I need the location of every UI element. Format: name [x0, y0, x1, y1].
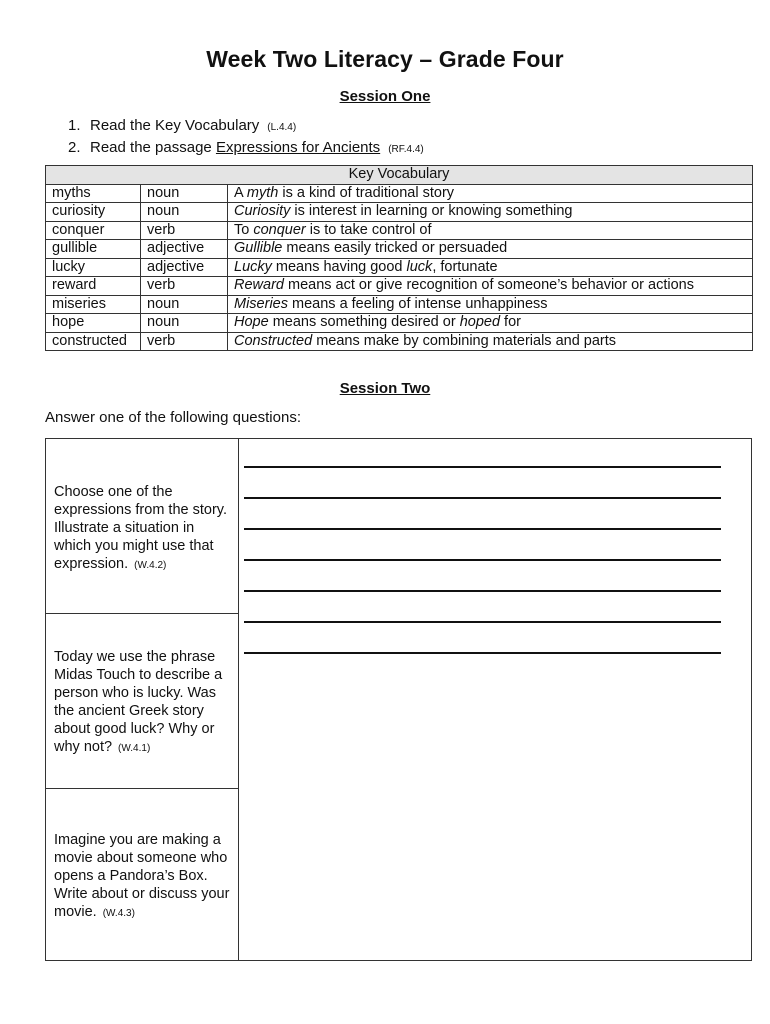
step-2: 2. Read the passage Expressions for Ancients (RF.4.4) [68, 139, 424, 156]
vocab-word: myths [46, 184, 141, 203]
step-2-standard: (RF.4.4) [388, 144, 424, 155]
vocab-word: curiosity [46, 203, 141, 222]
vocab-definition: Miseries means a feeling of intense unhappiness [228, 295, 753, 314]
vocab-part-of-speech: verb [141, 332, 228, 351]
vocab-part-of-speech: verb [141, 221, 228, 240]
vocab-row-miseries [46, 295, 753, 314]
step-1-standard: (L.4.4) [267, 122, 297, 133]
page-title: Week Two Literacy – Grade Four [206, 46, 564, 72]
step-2-text: Read the passage [90, 139, 216, 156]
vocab-word: conquer [46, 221, 141, 240]
vocab-definition: Gullible means easily tricked or persuaded [228, 240, 753, 259]
vocab-row-myths [46, 184, 753, 203]
vocab-definition: A myth is a kind of traditional story [228, 184, 753, 203]
answer-line[interactable] [244, 590, 721, 592]
vocab-word: miseries [46, 295, 141, 314]
vocab-definition: Hope means something desired or hoped for [228, 314, 753, 333]
vocab-part-of-speech: verb [141, 277, 228, 296]
vocab-word: reward [46, 277, 141, 296]
vocab-part-of-speech: noun [141, 203, 228, 222]
vocab-row-curiosity [46, 203, 753, 222]
session-one-heading: Session One [339, 88, 431, 105]
vocab-definition: Constructed means make by combining materials and parts [228, 332, 753, 351]
answer-line[interactable] [244, 621, 721, 623]
vocab-row-gullible [46, 240, 753, 259]
session-two-instruction: Answer one of the following questions: [45, 409, 301, 426]
question-3-standard: (W.4.3) [102, 908, 135, 919]
session-one-steps [68, 116, 424, 160]
vocab-definition: Reward means act or give recognition of someone’s behavior or actions [228, 277, 753, 296]
vocab-definition: Curiosity is interest in learning or knowing something [228, 203, 753, 222]
vocab-definition: To conquer is to take control of [228, 221, 753, 240]
answer-line[interactable] [244, 497, 721, 499]
vocab-table-body [46, 184, 753, 351]
vocab-row-constructed [46, 332, 753, 351]
vocab-word: constructed [46, 332, 141, 351]
answer-line[interactable] [244, 528, 721, 530]
passage-link[interactable]: Expressions for Ancients [215, 139, 381, 156]
question-2-text: Today we use the phrase Midas Touch to describe a person who is lucky. Was the ancient Greek story about good luck? Why or why not? [54, 649, 223, 755]
vocab-definition: Lucky means having good luck, fortunate [228, 258, 753, 277]
vocab-word: gullible [46, 240, 141, 259]
question-3-text: Imagine you are making a movie about someone who opens a Pandora’s Box. Write about or discuss your movie. [54, 832, 230, 920]
question-divider [46, 613, 238, 614]
vocab-row-conquer [46, 221, 753, 240]
vocab-part-of-speech: adjective [141, 240, 228, 259]
question-divider [46, 788, 238, 789]
question-answer-box [45, 438, 752, 961]
question-1-standard: (W.4.2) [134, 560, 167, 571]
question-2 [46, 648, 238, 758]
vocab-part-of-speech: noun [141, 184, 228, 203]
answer-line[interactable] [244, 652, 721, 654]
question-column [46, 439, 239, 960]
vocab-part-of-speech: noun [141, 314, 228, 333]
answer-line[interactable] [244, 559, 721, 561]
vocab-row-reward [46, 277, 753, 296]
question-2-standard: (W.4.1) [118, 743, 151, 754]
step-1-text: Read the Key Vocabulary [90, 117, 260, 134]
vocab-part-of-speech: noun [141, 295, 228, 314]
vocab-word: hope [46, 314, 141, 333]
vocab-part-of-speech: adjective [141, 258, 228, 277]
vocab-row-lucky [46, 258, 753, 277]
session-two-heading: Session Two [339, 380, 431, 397]
step-1: 1. Read the Key Vocabulary (L.4.4) [68, 117, 297, 134]
key-vocabulary-table [45, 165, 753, 351]
answer-line[interactable] [244, 466, 721, 468]
question-3 [46, 831, 238, 923]
question-1-text: Choose one of the expressions from the story. Illustrate a situation in which you might use that expression. [54, 484, 227, 572]
vocab-word: lucky [46, 258, 141, 277]
vocab-row-hope [46, 314, 753, 333]
vocab-table-header: Key Vocabulary [46, 166, 753, 185]
question-1 [46, 483, 238, 575]
